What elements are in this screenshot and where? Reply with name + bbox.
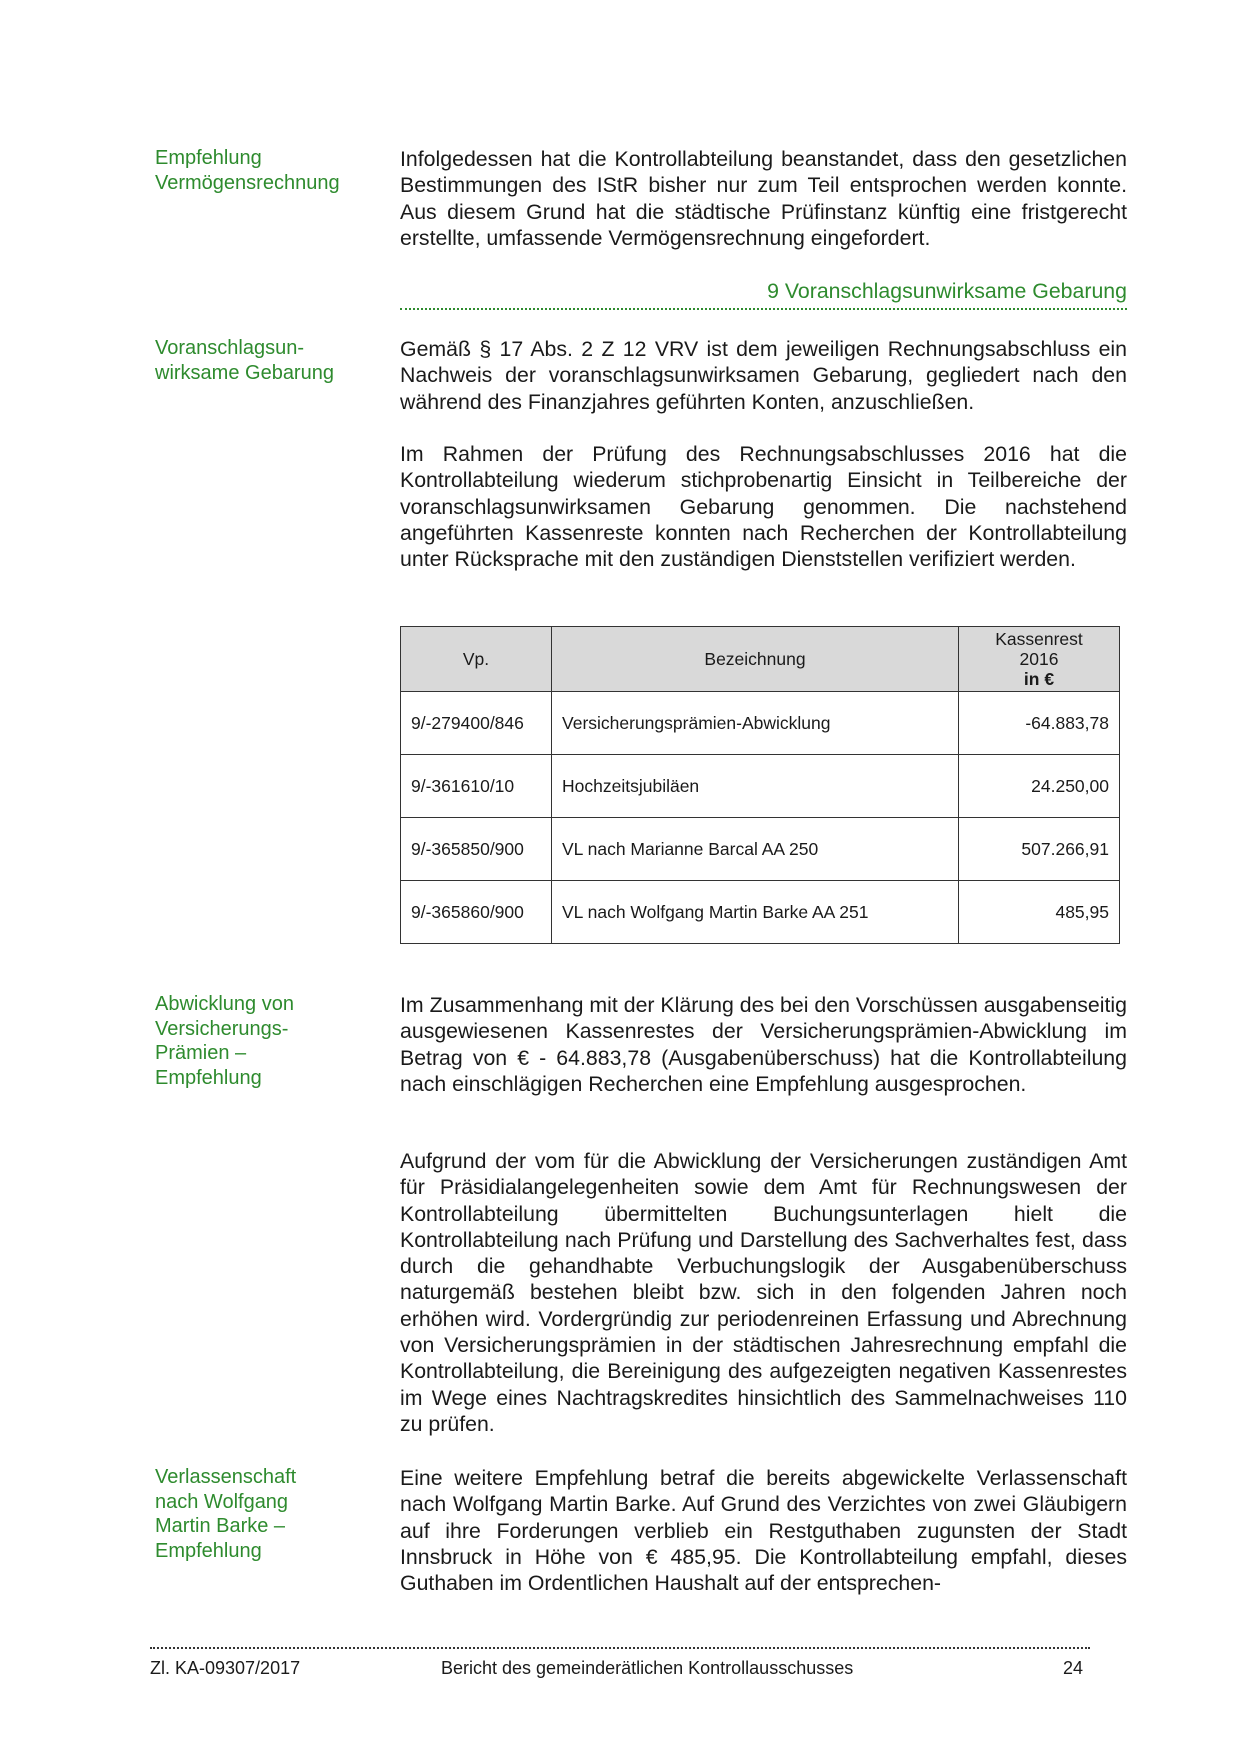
cell-vp: 9/-279400/846 [401,692,552,755]
cell-betrag: 507.266,91 [959,818,1120,881]
kassenrest-header-line3: in € [1023,669,1055,689]
cell-betrag: 485,95 [959,881,1120,944]
footer-reference: Zl. KA-09307/2017 [150,1658,301,1678]
margin-note-versicherungspraemien: Abwicklung von Versicherungs- Prämien – Empfehlung [155,993,294,1089]
page-number: 24 [1063,1658,1084,1678]
cell-betrag: -64.883,78 [959,692,1120,755]
section-heading: 9 Voranschlagsunwirksame Gebarung [400,278,1127,310]
paragraph-pruefung: Im Rahmen der Prüfung des Rechnungsabschlusses 2016 hat die Kontrollabteilung wiederum stichprobenartig Einsicht in Teilbereiche der voranschlagsunwirksamen Gebarung genommen. Die nachstehend angeführten Kassenreste konnten nach Recherchen der Kontrollabteilung unter Rücksprache mit den zuständigen Dienststellen verifiziert werden. [400,442,1127,572]
cell-bezeichnung: VL nach Marianne Barcal AA 250 [552,818,959,881]
table-row [401,755,1120,818]
cell-vp: 9/-365860/900 [401,881,552,944]
cell-vp: 9/-365850/900 [401,818,552,881]
footer-divider [150,1647,1090,1649]
cell-bezeichnung: Hochzeitsjubiläen [552,755,959,818]
cell-vp: 9/-361610/10 [401,755,552,818]
paragraph-buchungsunterlagen: Aufgrund der vom für die Abwicklung der Versicherungen zuständigen Amt für Präsidialangelegenheiten sowie dem Amt für Rechnungswesen der Kontrollabteilung übermittelten Buchungsunterlagen hielt die Kontrollabteilung nach Prüfung und Darstellung des Sachverhaltes fest, dass durch die gehandhabte Verbuchungslogik der Ausgabenüberschuss naturgemäß bestehen bleibt bzw. sich in den folgenden Jahren noch erhöhen wird. Vordergründig zur periodenreinen Erfassung und Abrechnung von Versicherungsprämien in der städtischen Jahresrechnung empfahl die Kontrollabteilung, die Bereinigung des aufgezeigten negativen Kassenrestes im Wege eines Nachtragskredites hinsichtlich des Sammelnachweises 110 zu prüfen. [400,1149,1127,1436]
table-row [401,818,1120,881]
column-header-vp: Vp. [401,627,552,692]
margin-note-verlassenschaft: Verlassenschaft nach Wolfgang Martin Barke – Empfehlung [155,1466,297,1562]
kassenrest-table [400,626,1120,944]
paragraph-vermoegensrechnung: Infolgedessen hat die Kontrollabteilung beanstandet, dass den gesetzlichen Bestimmungen des IStR bisher nur zum Teil entsprochen werden konnte. Aus diesem Grund hat die städtische Prüfinstanz künftig eine fristgerecht erstellte, umfassende Vermögensrechnung eingefordert. [400,147,1127,250]
paragraph-vrv: Gemäß § 17 Abs. 2 Z 12 VRV ist dem jeweiligen Rechnungsabschluss ein Nachweis der voranschlagsunwirksamen Gebarung, gegliedert nach den während des Finanzjahres geführten Konten, anzuschließen. [400,337,1127,414]
table-header-row [401,627,1120,692]
cell-bezeichnung: Versicherungsprämien-Abwicklung [552,692,959,755]
column-header-kassenrest [959,627,1120,692]
cell-bezeichnung: VL nach Wolfgang Martin Barke AA 251 [552,881,959,944]
cell-betrag: 24.250,00 [959,755,1120,818]
paragraph-verlassenschaft: Eine weitere Empfehlung betraf die bereits abgewickelte Verlassenschaft nach Wolfgang Martin Barke. Auf Grund des Verzichtes von zwei Gläubigern auf ihre Forderungen verblieb ein Restguthaben zugunsten der Stadt Innsbruck in Höhe von € 485,95. Die Kontrollabteilung empfahl, dieses Guthaben im Ordentlichen Haushalt auf der entsprechen- [400,1466,1127,1596]
margin-note-vermoegensrechnung: Empfehlung Vermögensrechnung [155,147,340,194]
table-row [401,692,1120,755]
kassenrest-header-line1: Kassenrest [995,629,1083,649]
paragraph-versicherungspraemien: Im Zusammenhang mit der Klärung des bei den Vorschüssen ausgabenseitig ausgewiesenen Kassenrestes der Versicherungsprämien-Abwicklung im Betrag von € - 64.883,78 (Ausgabenüberschuss) hat die Kontrollabteilung nach einschlägigen Recherchen eine Empfehlung ausgesprochen. [400,993,1127,1096]
column-header-bezeichnung: Bezeichnung [552,627,959,692]
kassenrest-header-line2: 2016 [1019,649,1059,669]
table-row [401,881,1120,944]
footer-title: Bericht des gemeinderätlichen Kontrollausschusses [441,1658,854,1678]
margin-note-voranschlagsunwirksam: Voranschlagsun- wirksame Gebarung [155,337,334,384]
